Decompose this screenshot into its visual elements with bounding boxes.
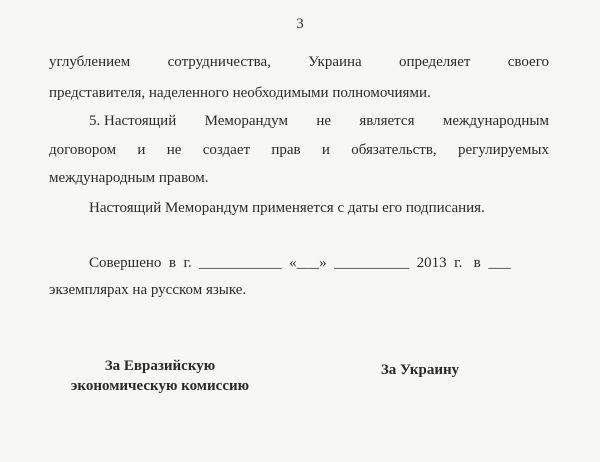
word: не [166,142,182,158]
paragraph-2-line-2 [49,141,549,159]
word: определяет [399,54,471,70]
word: 5. Настоящий [89,113,177,129]
word: сотрудничества, [167,54,271,70]
word: и [321,142,330,158]
word: договором [49,142,117,158]
signature-label: экономическую комиссию [70,378,250,394]
word: углублением [49,54,131,70]
paragraph-4-line-1: Совершено в г. ___________ «___» __________ 2013 г. в ___ [89,255,511,271]
word: и [137,142,146,158]
paragraph-4-line-2: экземплярах на русском языке. [49,282,247,298]
paragraph-2-line-1 [89,112,549,130]
paragraph-1-line-1 [49,53,549,71]
signature-label: За Евразийскую [104,358,216,374]
word: не [316,113,332,129]
paragraph-2-line-3: международным правом. [49,170,209,186]
paragraph-3: Настоящий Меморандум применяется с даты его подписания. [89,200,485,216]
signature-block-ukraine: За Украину [380,362,460,378]
word: прав [271,142,301,158]
word: Меморандум [204,113,288,129]
word: международным [442,113,549,129]
paragraph-1-line-2: представителя, наделенного необходимыми полномочиями. [49,85,431,101]
word: Украина [308,54,362,70]
word: является [359,113,415,129]
word: создает [202,142,251,158]
signature-block-eec [60,356,260,396]
page-number: 3 [296,16,304,32]
word: своего [507,54,549,70]
word: регулируемых [457,142,549,158]
word: обязательств, [351,142,437,158]
